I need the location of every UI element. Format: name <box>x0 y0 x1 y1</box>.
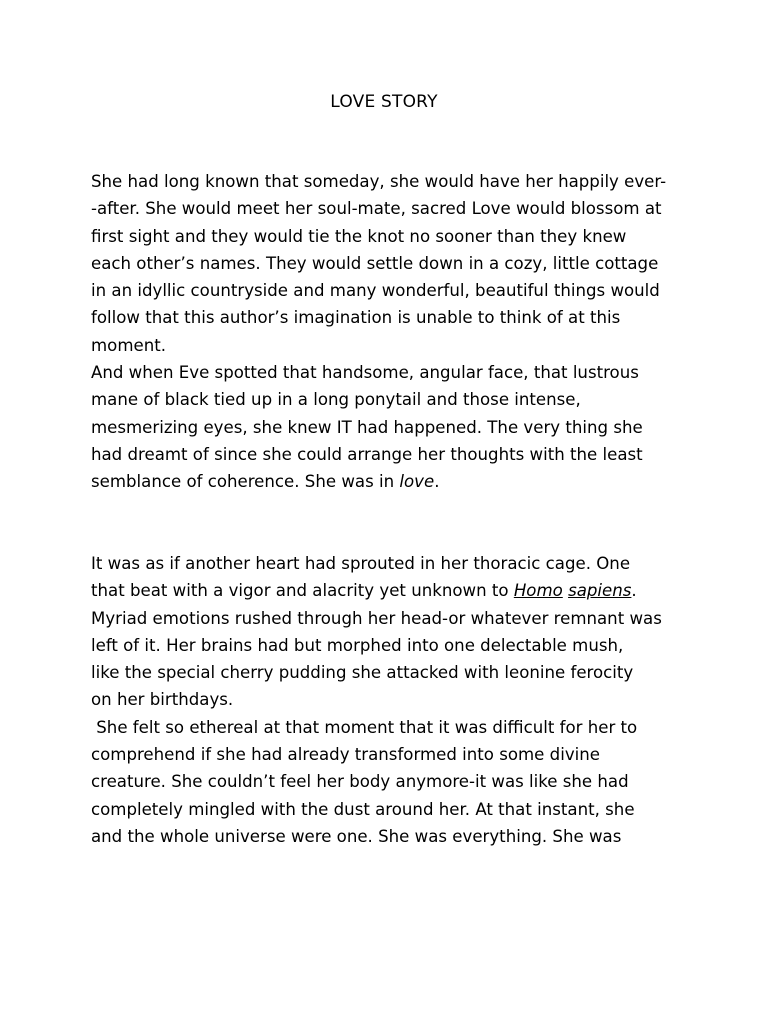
paragraph-2 <box>91 550 691 850</box>
text-line: She felt so ethereal at that moment that it was difficult for her to <box>91 717 638 737</box>
text-line: first sight and they would tie the knot no sooner than they knew <box>91 226 627 246</box>
text-line: Myriad emotions rushed through her head-or whatever remnant was <box>91 608 662 628</box>
text-line: had dreamt of since she could arrange her thoughts with the least <box>91 444 643 464</box>
text-line: -after. She would meet her soul-mate, sacred Love would blossom at <box>91 199 662 219</box>
paragraph-1 <box>91 168 691 496</box>
emphasis-sapiens: sapiens <box>568 581 632 601</box>
text-line: each other’s names. They would settle down in a cozy, little cottage <box>91 253 659 273</box>
emphasis-homo: Homo <box>513 581 563 601</box>
text-line: moment. <box>91 335 166 355</box>
text-line: like the special cherry pudding she attacked with leonine ferocity <box>91 663 634 683</box>
text-segment: that beat with a vigor and alacrity yet unknown to <box>91 581 514 601</box>
text-line: and the whole universe were one. She was everything. She was <box>91 826 622 846</box>
text-line: She had long known that someday, she would have her happily ever- <box>91 172 667 191</box>
text-line: follow that this author’s imagination is unable to think of at this <box>91 308 621 328</box>
text-line: on her birthdays. <box>91 690 234 710</box>
text-segment: . <box>434 472 440 492</box>
text-line: And when Eve spotted that handsome, angular face, that lustrous <box>91 363 639 383</box>
text-line-last <box>91 468 691 495</box>
emphasis-love: love <box>399 472 435 492</box>
page-title: LOVE STORY <box>330 92 438 112</box>
text-segment: semblance of coherence. She was in <box>91 472 400 492</box>
text-line: left of it. Her brains had but morphed into one delectable mush, <box>91 635 624 655</box>
text-line-with-emphasis <box>91 577 691 604</box>
text-line: mane of black tied up in a long ponytail and those intense, <box>91 390 581 410</box>
text-line: completely mingled with the dust around her. At that instant, she <box>91 799 635 819</box>
text-segment: . <box>631 581 637 601</box>
text-line: It was as if another heart had sprouted in her thoracic cage. One <box>91 554 631 573</box>
text-line: in an idyllic countryside and many wonderful, beautiful things would <box>91 281 660 301</box>
text-line: mesmerizing eyes, she knew IT had happened. The very thing she <box>91 417 643 437</box>
text-line: creature. She couldn’t feel her body anymore-it was like she had <box>91 772 629 792</box>
text-line: comprehend if she had already transformed into some divine <box>91 745 600 765</box>
